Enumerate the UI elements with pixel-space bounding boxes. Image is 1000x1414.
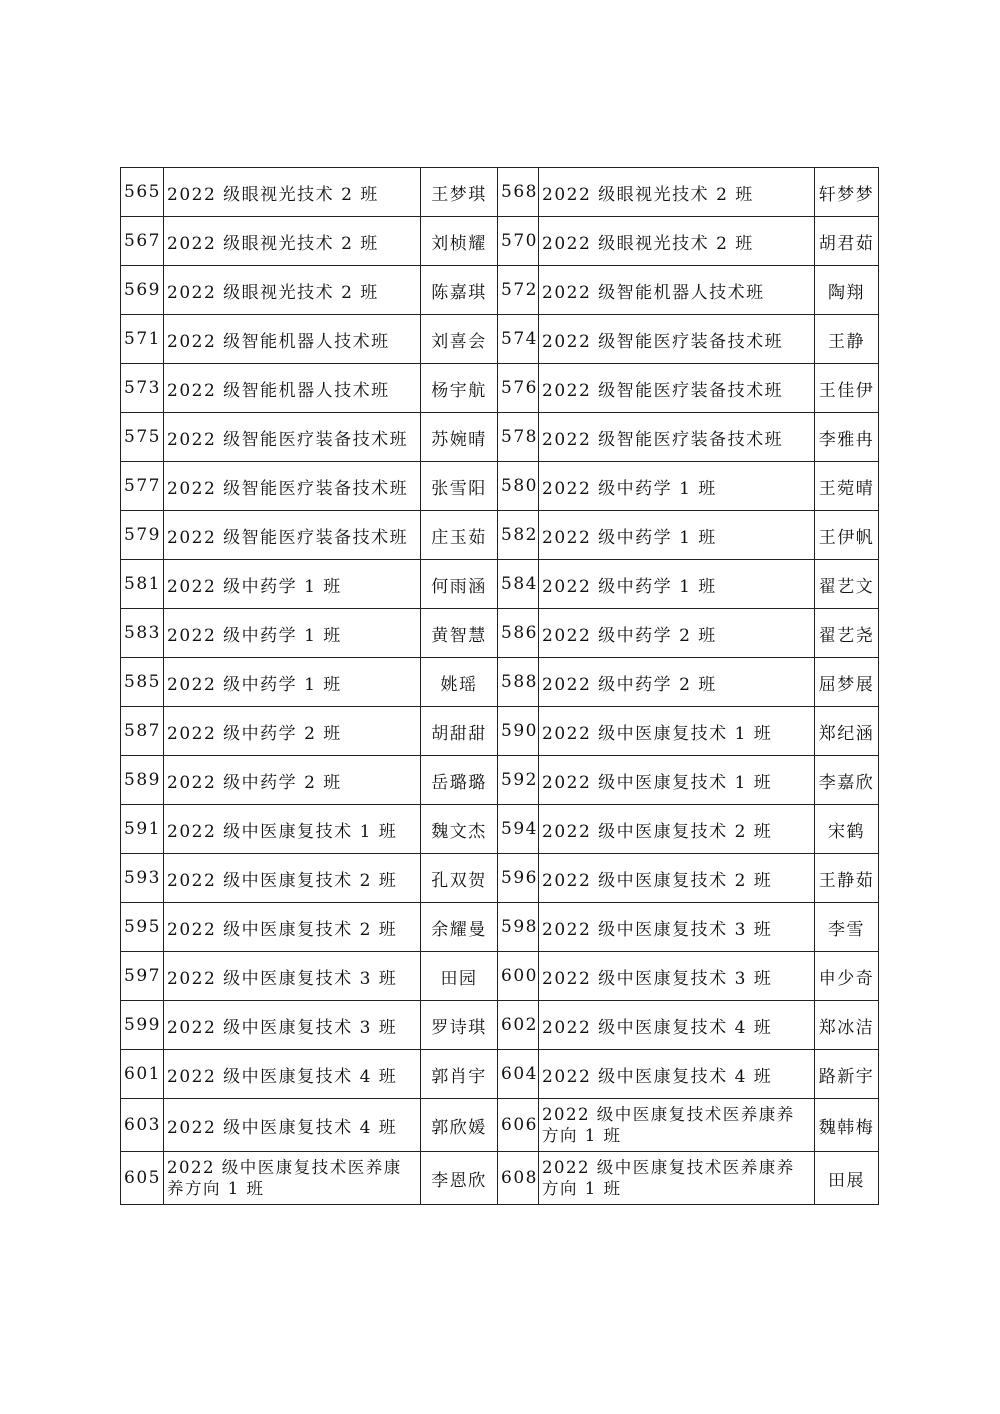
student-number-cell: 585 [121, 658, 164, 707]
student-name-cell: 王静 [815, 315, 879, 364]
class-name-cell: 2022 级中医康复技术 4 班 [164, 1050, 421, 1099]
class-name-cell: 2022 级中医康复技术 2 班 [539, 854, 815, 903]
class-name-cell: 2022 级眼视光技术 2 班 [164, 168, 421, 217]
student-number-cell: 602 [498, 1001, 539, 1050]
student-name-cell: 何雨涵 [421, 560, 498, 609]
class-name-cell: 2022 级中医康复技术 2 班 [164, 903, 421, 952]
class-name-cell: 2022 级中医康复技术 3 班 [164, 1001, 421, 1050]
student-number-cell: 577 [121, 462, 164, 511]
student-name-cell: 陈嘉琪 [421, 266, 498, 315]
table-row [121, 854, 879, 903]
student-name-cell: 罗诗琪 [421, 1001, 498, 1050]
class-name-cell: 2022 级眼视光技术 2 班 [164, 266, 421, 315]
student-number-cell: 571 [121, 315, 164, 364]
student-name-cell: 郭欣媛 [421, 1099, 498, 1152]
class-name-cell: 2022 级智能医疗装备技术班 [539, 413, 815, 462]
class-name-cell: 2022 级中药学 1 班 [539, 462, 815, 511]
class-name-cell: 2022 级中医康复技术 4 班 [539, 1050, 815, 1099]
student-name-cell: 孔双贺 [421, 854, 498, 903]
class-name-cell: 2022 级智能机器人技术班 [164, 364, 421, 413]
student-number-cell: 582 [498, 511, 539, 560]
table-row [121, 217, 879, 266]
student-number-cell: 572 [498, 266, 539, 315]
table-row [121, 1152, 879, 1205]
student-number-cell: 570 [498, 217, 539, 266]
student-name-cell: 屈梦展 [815, 658, 879, 707]
student-name-cell: 李恩欣 [421, 1152, 498, 1205]
table-row [121, 952, 879, 1001]
student-name-cell: 路新宇 [815, 1050, 879, 1099]
table-row [121, 903, 879, 952]
student-number-cell: 600 [498, 952, 539, 1001]
student-number-cell: 579 [121, 511, 164, 560]
student-name-cell: 申少奇 [815, 952, 879, 1001]
class-name-cell: 2022 级中医康复技术 2 班 [539, 805, 815, 854]
student-number-cell: 578 [498, 413, 539, 462]
student-name-cell: 王伊帆 [815, 511, 879, 560]
class-name-cell: 2022 级中医康复技术 3 班 [539, 952, 815, 1001]
student-number-cell: 565 [121, 168, 164, 217]
student-number-cell: 601 [121, 1050, 164, 1099]
student-number-cell: 606 [498, 1099, 539, 1152]
table-row [121, 609, 879, 658]
student-name-cell: 郭肖宇 [421, 1050, 498, 1099]
student-name-cell: 田园 [421, 952, 498, 1001]
table-row [121, 462, 879, 511]
class-name-cell: 2022 级智能机器人技术班 [539, 266, 815, 315]
table-row [121, 707, 879, 756]
student-number-cell: 596 [498, 854, 539, 903]
student-number-cell: 575 [121, 413, 164, 462]
table-row [121, 560, 879, 609]
class-name-cell: 2022 级中医康复技术医养康养方向 1 班 [164, 1152, 421, 1205]
student-name-cell: 庄玉茹 [421, 511, 498, 560]
student-number-cell: 581 [121, 560, 164, 609]
student-name-cell: 郑纪涵 [815, 707, 879, 756]
class-name-cell: 2022 级中药学 1 班 [164, 609, 421, 658]
student-name-cell: 刘喜会 [421, 315, 498, 364]
class-name-cell: 2022 级中医康复技术 3 班 [539, 903, 815, 952]
class-name-cell: 2022 级智能机器人技术班 [164, 315, 421, 364]
table-row [121, 364, 879, 413]
class-name-cell: 2022 级中医康复技术医养康养方向 1 班 [539, 1099, 815, 1152]
student-name-cell: 黄智慧 [421, 609, 498, 658]
class-name-cell: 2022 级智能医疗装备技术班 [539, 315, 815, 364]
student-number-cell: 592 [498, 756, 539, 805]
student-number-cell: 589 [121, 756, 164, 805]
class-name-cell: 2022 级中药学 1 班 [539, 560, 815, 609]
student-number-cell: 586 [498, 609, 539, 658]
student-number-cell: 580 [498, 462, 539, 511]
student-number-cell: 588 [498, 658, 539, 707]
table-row [121, 511, 879, 560]
student-number-cell: 604 [498, 1050, 539, 1099]
class-name-cell: 2022 级眼视光技术 2 班 [164, 217, 421, 266]
student-number-cell: 597 [121, 952, 164, 1001]
table-row [121, 658, 879, 707]
class-name-cell: 2022 级中医康复技术 1 班 [164, 805, 421, 854]
class-name-cell: 2022 级中药学 2 班 [164, 707, 421, 756]
class-name-cell: 2022 级中医康复技术 1 班 [539, 707, 815, 756]
student-name-cell: 陶翔 [815, 266, 879, 315]
class-name-cell: 2022 级中医康复技术 3 班 [164, 952, 421, 1001]
student-name-cell: 李雅冉 [815, 413, 879, 462]
student-name-cell: 余耀曼 [421, 903, 498, 952]
student-name-cell: 魏文杰 [421, 805, 498, 854]
roster-body [121, 168, 879, 1205]
student-number-cell: 595 [121, 903, 164, 952]
table-row [121, 1001, 879, 1050]
student-name-cell: 李嘉欣 [815, 756, 879, 805]
student-name-cell: 王菀晴 [815, 462, 879, 511]
class-name-cell: 2022 级中药学 2 班 [539, 609, 815, 658]
class-name-cell: 2022 级智能医疗装备技术班 [539, 364, 815, 413]
class-name-cell: 2022 级中药学 1 班 [164, 560, 421, 609]
table-row [121, 266, 879, 315]
student-name-cell: 宋鹤 [815, 805, 879, 854]
class-name-cell: 2022 级中医康复技术 2 班 [164, 854, 421, 903]
class-name-cell: 2022 级中药学 2 班 [539, 658, 815, 707]
student-number-cell: 584 [498, 560, 539, 609]
student-number-cell: 576 [498, 364, 539, 413]
class-name-cell: 2022 级中药学 2 班 [164, 756, 421, 805]
student-number-cell: 573 [121, 364, 164, 413]
student-number-cell: 594 [498, 805, 539, 854]
student-number-cell: 568 [498, 168, 539, 217]
table-row [121, 1050, 879, 1099]
table-row [121, 756, 879, 805]
class-name-cell: 2022 级中药学 1 班 [164, 658, 421, 707]
class-name-cell: 2022 级眼视光技术 2 班 [539, 168, 815, 217]
table-row [121, 168, 879, 217]
student-name-cell: 李雪 [815, 903, 879, 952]
student-name-cell: 苏婉晴 [421, 413, 498, 462]
student-number-cell: 608 [498, 1152, 539, 1205]
student-name-cell: 翟艺文 [815, 560, 879, 609]
class-name-cell: 2022 级智能医疗装备技术班 [164, 462, 421, 511]
class-name-cell: 2022 级智能医疗装备技术班 [164, 413, 421, 462]
student-name-cell: 翟艺尧 [815, 609, 879, 658]
student-name-cell: 胡君茹 [815, 217, 879, 266]
student-name-cell: 刘桢耀 [421, 217, 498, 266]
class-name-cell: 2022 级眼视光技术 2 班 [539, 217, 815, 266]
student-name-cell: 岳璐璐 [421, 756, 498, 805]
student-name-cell: 王梦琪 [421, 168, 498, 217]
student-number-cell: 593 [121, 854, 164, 903]
class-name-cell: 2022 级智能医疗装备技术班 [164, 511, 421, 560]
student-number-cell: 599 [121, 1001, 164, 1050]
student-number-cell: 590 [498, 707, 539, 756]
student-number-cell: 587 [121, 707, 164, 756]
student-number-cell: 569 [121, 266, 164, 315]
table-row [121, 805, 879, 854]
student-name-cell: 胡甜甜 [421, 707, 498, 756]
class-name-cell: 2022 级中医康复技术 4 班 [164, 1099, 421, 1152]
student-number-cell: 567 [121, 217, 164, 266]
student-name-cell: 张雪阳 [421, 462, 498, 511]
student-name-cell: 田展 [815, 1152, 879, 1205]
student-name-cell: 姚瑶 [421, 658, 498, 707]
table-row [121, 1099, 879, 1152]
student-name-cell: 轩梦梦 [815, 168, 879, 217]
class-name-cell: 2022 级中医康复技术医养康养方向 1 班 [539, 1152, 815, 1205]
table-row [121, 413, 879, 462]
class-name-cell: 2022 级中医康复技术 4 班 [539, 1001, 815, 1050]
student-number-cell: 603 [121, 1099, 164, 1152]
student-number-cell: 574 [498, 315, 539, 364]
student-name-cell: 郑冰洁 [815, 1001, 879, 1050]
class-name-cell: 2022 级中药学 1 班 [539, 511, 815, 560]
student-name-cell: 王静茹 [815, 854, 879, 903]
student-number-cell: 598 [498, 903, 539, 952]
class-name-cell: 2022 级中医康复技术 1 班 [539, 756, 815, 805]
student-number-cell: 591 [121, 805, 164, 854]
student-name-cell: 杨宇航 [421, 364, 498, 413]
student-name-cell: 魏韩梅 [815, 1099, 879, 1152]
student-roster-table [120, 167, 879, 1205]
student-name-cell: 王佳伊 [815, 364, 879, 413]
table-row [121, 315, 879, 364]
student-number-cell: 605 [121, 1152, 164, 1205]
student-number-cell: 583 [121, 609, 164, 658]
